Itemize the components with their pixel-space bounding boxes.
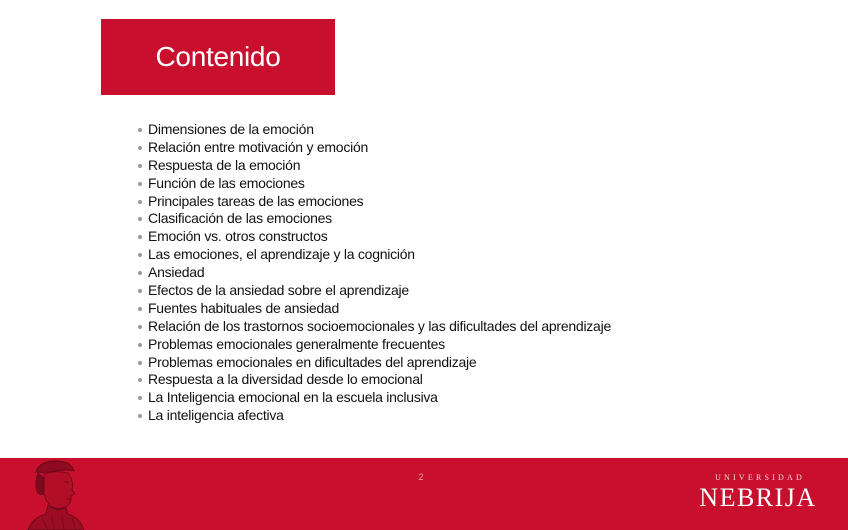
list-item [135,371,611,389]
list-item-text: Relación de los trastornos socioemocionales y las dificultades del aprendizaje [148,317,611,334]
list-item-text: Principales tareas de las emociones [148,192,364,209]
list-item-text: Dimensiones de la emoción [148,121,314,137]
bullet-icon [138,378,142,382]
logo-universidad-text: UNIVERSIDAD [715,473,805,482]
list-item-text: Problemas emocionales en dificultades del aprendizaje [148,353,477,370]
list-item [135,264,611,282]
list-item [135,228,611,246]
list-item-text: Ansiedad [148,264,205,281]
list-item-text: Fuentes habituales de ansiedad [148,299,339,316]
bullet-icon [138,325,142,329]
logo-nebrija-text: NEBRIJA [699,483,817,512]
footer-bar [0,458,848,530]
list-item-text: Las emociones, el aprendizaje y la cognición [148,246,415,263]
list-item [135,389,611,407]
list-item [135,121,611,139]
bullet-icon [138,307,142,311]
page-number: 2 [418,472,424,482]
bullet-icon [138,289,142,293]
bullet-icon [138,253,142,257]
list-item-text: La inteligencia afectiva [148,407,284,424]
list-item-text: Relación entre motivación y emoción [148,138,369,155]
bullet-icon [138,182,142,186]
list-item-text: Función de las emociones [148,174,305,191]
list-item-text: Efectos de la ansiedad sobre el aprendizaje [148,282,409,299]
list-item [135,300,611,318]
list-item [135,157,611,175]
list-item-text: Respuesta de la emoción [148,156,301,173]
bullet-icon [138,271,142,275]
list-item-text: Problemas emocionales generalmente frecuentes [148,335,445,352]
bullet-icon [138,235,142,239]
contents-list [135,121,611,425]
bullet-icon [138,361,142,365]
list-item [135,354,611,372]
list-item-text: Respuesta a la diversidad desde lo emocional [148,371,423,388]
bullet-icon [138,164,142,168]
bullet-icon [138,146,142,150]
title-banner [101,19,335,95]
bullet-icon [138,217,142,221]
portrait-engraving-icon [22,458,92,530]
bullet-icon [138,200,142,204]
list-item [135,210,611,228]
bullet-icon [138,396,142,400]
list-item [135,318,611,336]
slide-title: Contenido [155,41,281,72]
list-item-text: Clasificación de las emociones [148,210,332,227]
list-item [135,175,611,193]
bullet-icon [138,128,142,132]
list-item [135,336,611,354]
list-item-text: Emoción vs. otros constructos [148,228,328,245]
bullet-icon [138,343,142,347]
list-item-text: La Inteligencia emocional en la escuela inclusiva [148,389,438,406]
list-item [135,246,611,264]
list-item [135,193,611,211]
list-item [135,407,611,425]
list-item [135,139,611,157]
bullet-icon [138,414,142,418]
nebrija-logo [696,473,820,519]
list-item [135,282,611,300]
